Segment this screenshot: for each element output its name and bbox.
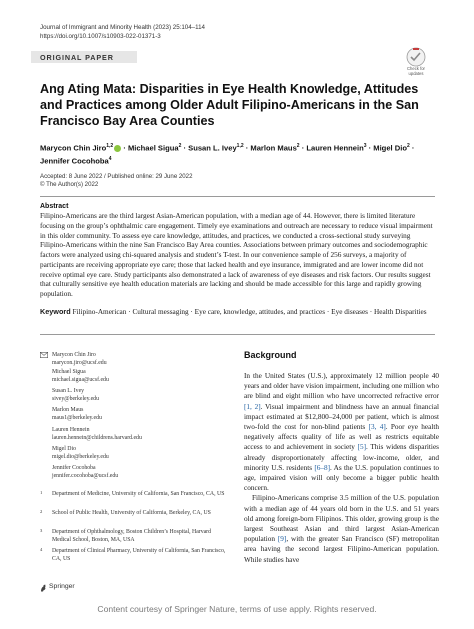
abstract-text: Filipino-Americans are the third largest Asian-American population, with a median age of 44. However, there is limited literature focusing on the group’s ophthalmic care engagement. Timely eye examinations and outreach are necessary to reduce visual impairment in this older community. To assess eye care knowledge, attitudes, and practices, we conducted a cross-sectional study surveying Filipino-Americans within the nine San Francisco Bay Area counties. Associations between primary outcomes and sociodemographic factors were analyzed using chi-squared analysis and student’s T-test. In our convenience sample of 256 surveys, a majority of participants are receiving appropriate eye care; those that lacked health and eye insurance, immigrated and are lower income did not receive optimal eye care. Study participants also demonstrated a lack of awareness of eye diseases and risk factors. Our results suggest that culturally sensitive eye health education materials are lacking and should be made accessible for this large and rapidly growing population. — [40, 212, 433, 298]
contact-email[interactable]: migel.dio@berkeley.edu — [52, 454, 109, 460]
contact-email[interactable]: sivey@berkeley.edu — [52, 396, 99, 402]
author-separator: · — [243, 143, 251, 153]
doi-link[interactable]: https://doi.org/10.1007/s10903-022-01371-3 — [40, 32, 161, 40]
contact-entry — [52, 351, 232, 367]
author-affiliation-number: 4 — [108, 155, 112, 162]
affiliation-number: 2 — [40, 509, 43, 514]
contact-entry — [52, 368, 232, 384]
affiliation-text: Department of Medicine, University of California, San Francisco, CA, US — [52, 491, 225, 497]
body-text: . Poor eye health negatively affects quality of life as well as restricts equitable access to and achievement in society — [244, 423, 439, 452]
background-paragraph-2 — [244, 493, 439, 564]
author-separator: · — [299, 143, 307, 153]
author-name[interactable]: Susan L. Ivey — [188, 143, 237, 153]
contact-email[interactable]: jennifer.cocohoba@ucsf.edu — [52, 473, 119, 479]
author-name[interactable]: Jennifer Cocohoba — [40, 156, 109, 166]
body-text: . As the U.S. population continues to age, impaired vision will only become a bigger public health concern. — [244, 463, 440, 493]
abstract-bottom-divider — [40, 334, 435, 335]
author-separator: · — [121, 143, 128, 153]
copyright-footer: Content courtesy of Springer Nature, terms of use apply. Rights reserved. — [97, 604, 377, 614]
author-name[interactable]: Lauren Hennein — [306, 143, 364, 153]
keywords-block — [40, 307, 435, 318]
author-list — [40, 141, 440, 166]
contact-name: Michael Sigua — [52, 369, 86, 375]
citation-link[interactable]: [9] — [277, 535, 287, 544]
author-name[interactable]: Migel Dio — [373, 143, 407, 153]
body-text: . This widens disparities already disproportionately affecting low-income, older, and minority U.S. residents — [244, 443, 439, 472]
springer-horse-icon — [40, 584, 47, 592]
article-title: Ang Ating Mata: Disparities in Eye Health Knowledge, Attitudes and Practices among Older Adult Filipino-Americans in the San Francisco Bay Area Counties — [40, 82, 419, 128]
journal-name: Journal of Immigrant and Minority Health (2023) 25:104–114 — [40, 24, 205, 31]
author-affiliation-number: 1,2 — [236, 143, 244, 149]
background-paragraph-1 — [244, 371, 439, 493]
contact-email[interactable]: marycon.jiro@ucsf.edu — [52, 360, 107, 366]
affiliation-number: 4 — [40, 547, 43, 552]
background-heading: Background — [244, 350, 297, 360]
affiliation-text: Department of Clinical Pharmacy, University of California, San Francisco, CA, US — [52, 548, 226, 563]
author-name[interactable]: Michael Sigua — [127, 143, 179, 153]
author-affiliation-number: 2 — [296, 143, 300, 149]
keywords-text: Filipino-American · Cultural messaging · Eye care, knowledge, attitudes, and practices · Eye diseases · Health Disparities — [72, 308, 427, 316]
author-name[interactable]: Marycon Chin Jiro — [40, 143, 107, 153]
author-name[interactable]: Marlon Maus — [250, 143, 297, 153]
affiliation-text: School of Public Health, University of California, Berkeley, CA, US — [52, 510, 211, 516]
author-separator: · — [366, 143, 374, 153]
article-type-label: ORIGINAL PAPER — [40, 53, 114, 62]
contact-entry — [52, 406, 232, 422]
citation-link[interactable]: [5] — [357, 443, 367, 452]
affiliation-number: 3 — [40, 528, 43, 533]
contact-entry — [52, 445, 232, 461]
publication-dates — [40, 173, 192, 190]
author-affiliation-number: 1,2 — [106, 143, 114, 149]
affiliation-number: 1 — [40, 490, 43, 495]
contact-entry — [52, 464, 232, 480]
author-affiliation-number: 3 — [363, 143, 367, 149]
contact-entry — [52, 387, 232, 403]
contact-name: Marycon Chin Jiro — [52, 352, 96, 358]
keywords-heading: Keyword — [40, 307, 71, 316]
copyright-line: © The Author(s) 2022 — [40, 181, 99, 189]
body-text: In the United States (U.S.), approximately 12 million people 40 years and older have vision impairment, including one million who are blind and eight million who have uncorrected refractive error — [244, 372, 439, 401]
accepted-published-dates: Accepted: 8 June 2022 / Published online: 29 June 2022 — [40, 173, 193, 180]
body-text: Filipino-Americans comprise 3.5 million of the U.S. population with a median age of 44 years old born in the U.S. and 51 years old among foreign-born Filipinos. This older, growing group is the largest Southeast Asian and third largest Asian-American population — [244, 494, 439, 544]
citation-link[interactable]: [6–8] — [314, 463, 331, 472]
contact-name: Marlon Maus — [52, 407, 84, 413]
check-for-updates-label[interactable]: Check for updates — [407, 66, 425, 76]
contact-email[interactable]: michael.sigua@ucsf.edu — [52, 377, 109, 383]
contact-name: Migel Dio — [52, 446, 76, 452]
contact-name: Jennifer Cocohoba — [52, 465, 96, 471]
citation-link[interactable]: [1, 2] — [244, 402, 261, 411]
contact-name: Susan L. Ivey — [52, 388, 85, 394]
author-separator: · — [181, 143, 189, 153]
body-text: . Visual impairment and blindness have an annual financial impact estimated at $12,800–24,000 per patient, which is almost two-fold the cost for non-blind patients — [244, 402, 439, 432]
author-affiliation-number: 2 — [178, 143, 182, 149]
envelope-icon — [40, 352, 48, 358]
author-separator: · — [409, 143, 415, 153]
body-text: , with the greater San Francisco (SF) metropolitan area having the second largest Filipino-American population. While studies have — [244, 535, 439, 564]
publisher-name: Springer — [49, 583, 75, 590]
author-affiliation-number: 2 — [407, 143, 410, 149]
abstract-top-divider — [40, 196, 435, 197]
contact-email[interactable]: lauren.hennein@childrens.harvard.edu — [52, 435, 142, 441]
background-text — [244, 371, 439, 565]
affiliation-text: Department of Ophthalmology, Boston Children’s Hospital, Harvard Medical School, Boston, MA, USA — [52, 529, 212, 544]
contact-entry — [52, 426, 232, 442]
journal-citation — [40, 24, 205, 41]
contact-name: Lauren Hennein — [52, 427, 90, 433]
abstract-heading: Abstract — [40, 203, 69, 210]
citation-link[interactable]: [3, 4] — [368, 423, 386, 432]
contact-email[interactable]: maus1@berkeley.edu — [52, 415, 102, 421]
